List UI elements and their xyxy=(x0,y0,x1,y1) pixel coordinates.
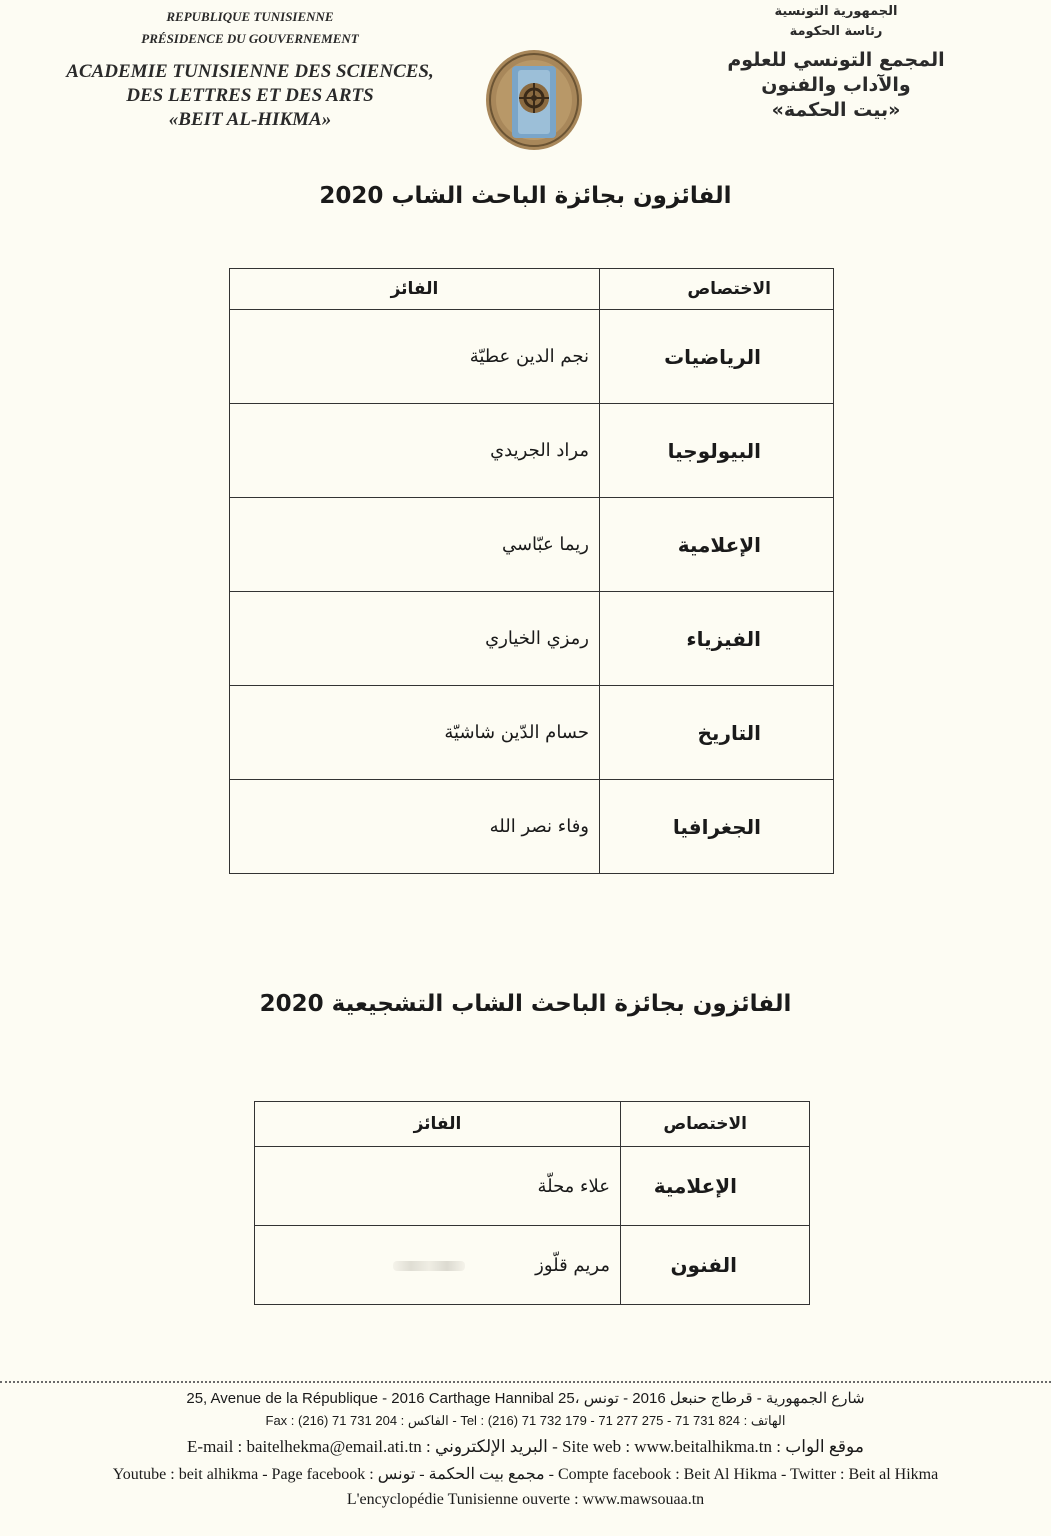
winner-column-header: الفائز xyxy=(255,1102,621,1147)
encouragement-winners-table xyxy=(254,1101,810,1305)
winners-table xyxy=(229,268,834,874)
field-cell: الرياضيات xyxy=(600,310,834,404)
header-french xyxy=(60,6,440,132)
field-cell: الجغرافيا xyxy=(600,780,834,874)
republic-label-ar: الجمهورية التونسية xyxy=(774,4,898,19)
field-cell: الإعلامية xyxy=(600,498,834,592)
footer-social: Youtube : beit alhikma - Page facebook : مجمع بيت الحكمة - تونس - Compte facebook : Beit Al Hikma - Twitter : Beit al Hikma xyxy=(112,1466,939,1483)
table-row xyxy=(230,498,834,592)
field-cell: الفيزياء xyxy=(600,592,834,686)
winner-column-header: الفائز xyxy=(230,269,600,310)
section2-title: الفائزون بجائزة الباحث الشاب التشجيعية 2020 xyxy=(259,991,792,1017)
academy-name-fr-line1: ACADEMIE TUNISIENNE DES SCIENCES, xyxy=(66,61,434,82)
winner-cell: حسام الدّين شاشيّة xyxy=(230,686,600,780)
academy-name-ar-line1: المجمع التونسي للعلوم xyxy=(727,49,945,71)
winner-cell: رمزي الخياري xyxy=(230,592,600,686)
table-row xyxy=(230,780,834,874)
winner-name: مريم قلّوز xyxy=(535,1254,610,1276)
field-column-header: الاختصاص xyxy=(600,269,834,310)
table-header-row xyxy=(230,269,834,310)
republic-label-fr: REPUBLIQUE TUNISIENNE xyxy=(166,9,334,24)
table-header-row xyxy=(255,1102,810,1147)
smudge-mark xyxy=(393,1261,465,1271)
academy-seal-icon xyxy=(484,48,584,152)
table-row xyxy=(255,1147,810,1226)
footer-phone-fax: Fax : (216) 71 731 204 : الفاكس - Tel : (216) 71 732 179 - 71 277 275 - 71 731 824 : الهاتف xyxy=(265,1413,786,1428)
academy-name-fr-line3: «BEIT AL-HIKMA» xyxy=(168,109,332,130)
field-cell: البيولوجيا xyxy=(600,404,834,498)
footer-encyclopedia: L'encyclopédie Tunisienne ouverte : www.mawsouaa.tn xyxy=(346,1491,705,1508)
academy-name-fr-line2: DES LETTRES ET DES ARTS xyxy=(126,85,374,106)
presidency-label-ar: رئاسة الحكومة xyxy=(789,24,883,39)
footer-divider xyxy=(0,1381,1051,1383)
field-column-header: الاختصاص xyxy=(621,1102,810,1147)
presidency-label-fr: PRÉSIDENCE DU GOUVERNEMENT xyxy=(141,31,359,46)
table-row xyxy=(230,592,834,686)
winner-cell: ريما عبّاسي xyxy=(230,498,600,592)
field-cell: الفنون xyxy=(621,1226,810,1305)
academy-name-ar-line3: «بيت الحكمة» xyxy=(771,99,901,121)
footer-address: 25, Avenue de la République - 2016 Carthage Hannibal 25، شارع الجمهورية - قرطاج حنبعل 2016 - تونس xyxy=(186,1390,865,1407)
winner-cell xyxy=(255,1226,621,1305)
table-row xyxy=(255,1226,810,1305)
table-row xyxy=(230,686,834,780)
winner-cell: علاء محلّة xyxy=(255,1147,621,1226)
field-cell: الإعلامية xyxy=(621,1147,810,1226)
table-row xyxy=(230,310,834,404)
winner-cell: وفاء نصر الله xyxy=(230,780,600,874)
winner-cell: مراد الجريدي xyxy=(230,404,600,498)
header-arabic xyxy=(721,2,951,123)
academy-name-ar-line2: والآداب والفنون xyxy=(761,74,911,96)
section1-title: الفائزون بجائزة الباحث الشاب 2020 xyxy=(319,183,732,209)
field-cell: التاريخ xyxy=(600,686,834,780)
table-row xyxy=(230,404,834,498)
winner-cell: نجم الدين عطيّة xyxy=(230,310,600,404)
footer-email-web: E-mail : baitelhekma@email.ati.tn : البريد الإلكتروني - Site web : www.beitalhikma.tn : موقع الواب xyxy=(187,1437,864,1456)
